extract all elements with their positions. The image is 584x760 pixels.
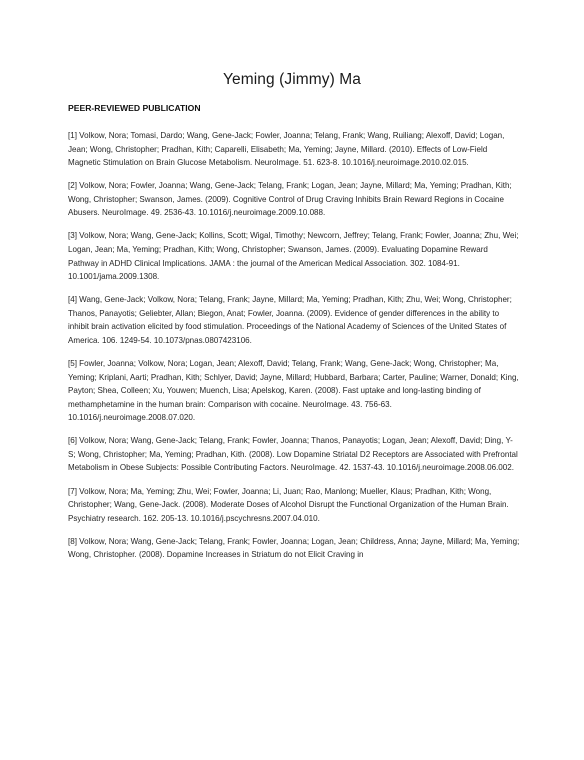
publication-entry-7: [7] Volkow, Nora; Ma, Yeming; Zhu, Wei; Fowler, Joanna; Li, Juan; Rao, Manlong; Mueller, Klaus; Pradhan, Kith; Wong, Christopher; Wang, Gene-Jack. (2008). Moderate Doses of Alcohol Disrupt the Functional Organization of the Human Brain. Psychiatry research. 162. 205-13. 10.1016/j.pscychresns.2007.04.010. [68, 486, 509, 523]
publication-entry-3: [3] Volkow, Nora; Wang, Gene-Jack; Kollins, Scott; Wigal, Timothy; Newcorn, Jeffrey; Telang, Frank; Fowler, Joanna; Zhu, Wei; Logan, Jean; Ma, Yeming; Pradhan, Kith; Wong, Christopher; Swanson, James. (2009). Evaluating Dopamine Reward Pathway in ADHD Clinical Implications. JAMA : the journal of the American Medical Association. 302. 1084-91. 10.1001/jama.2009.1308. [68, 231, 519, 282]
page-title: Yeming (Jimmy) Ma [222, 71, 362, 88]
section-heading: PEER-REVIEWED PUBLICATION [68, 103, 201, 113]
publication-entry-4: [4] Wang, Gene-Jack; Volkow, Nora; Telang, Frank; Jayne, Millard; Ma, Yeming; Pradhan, Kith; Zhu, Wei; Wong, Christopher; Thanos, Panayotis; Geliebter, Allan; Biegon, Anat; Fowler, Joanna. (2009). Evidence of gender differences in the ability to inhibit brain activation elicited by food stimulation. Proceedings of the National Academy of Sciences of the United States of America. 106. 1249-54. 10.1073/pnas.0807423106. [68, 295, 512, 345]
publication-list [68, 129, 520, 572]
publication-entry-6: [6] Volkow, Nora; Wang, Gene-Jack; Telang, Frank; Fowler, Joanna; Thanos, Panayotis; Logan, Jean; Alexoff, David; Ding, Y-S; Wong, Christopher; Ma, Yeming; Pradhan, Kith. (2008). Low Dopamine Striatal D2 Receptors are Associated with Prefrontal Metabolism in Obese Subjects: Possible Contributing Factors. NeuroImage. 42. 1537-43. 10.1016/j.neuroimage.2008.06.002. [68, 436, 518, 473]
publication-entry-8: [8] Volkow, Nora; Wang, Gene-Jack; Telang, Frank; Fowler, Joanna; Logan, Jean; Childress, Anna; Jayne, Millard; Ma, Yeming; Wong, Christopher. (2008). Dopamine Increases in Striatum do not Elicit Craving in [68, 536, 520, 560]
publication-entry-1: [1] Volkow, Nora; Tomasi, Dardo; Wang, Gene-Jack; Fowler, Joanna; Telang, Frank; Wang, Ruiliang; Alexoff, David; Logan, Jean; Wong, Christopher; Pradhan, Kith; Caparelli, Elisabeth; Ma, Yeming; Jayne, Millard. (2010). Effects of Low-Field Magnetic Stimulation on Brain Glucose Metabolism. NeuroImage. 51. 623-8. 10.1016/j.neuroimage.2010.02.015. [68, 131, 505, 168]
publication-entry-5: [5] Fowler, Joanna; Volkow, Nora; Logan, Jean; Alexoff, David; Telang, Frank; Wang, Gene-Jack; Wong, Christopher; Ma, Yeming; Kriplani, Aarti; Pradhan, Kith; Schlyer, David; Jayne, Millard; Hubbard, Barbara; Carter, Pauline; Warner, Donald; King, Payton; Shea, Colleen; Xu, Youwen; Muench, Lisa; Apelskog, Karen. (2008). Fast uptake and long-lasting binding of methamphetamine in the human brain: Comparison with cocaine. NeuroImage. 43. 756-63. 10.1016/j.neuroimage.2008.07.020. [68, 359, 519, 423]
publication-entry-2: [2] Volkow, Nora; Fowler, Joanna; Wang, Gene-Jack; Telang, Frank; Logan, Jean; Jayne, Millard; Ma, Yeming; Pradhan, Kith; Wong, Christopher; Swanson, James. (2009). Cognitive Control of Drug Craving Inhibits Brain Reward Regions in Cocaine Abusers. NeuroImage. 49. 2536-43. 10.1016/j.neuroimage.2009.10.088. [68, 181, 512, 218]
